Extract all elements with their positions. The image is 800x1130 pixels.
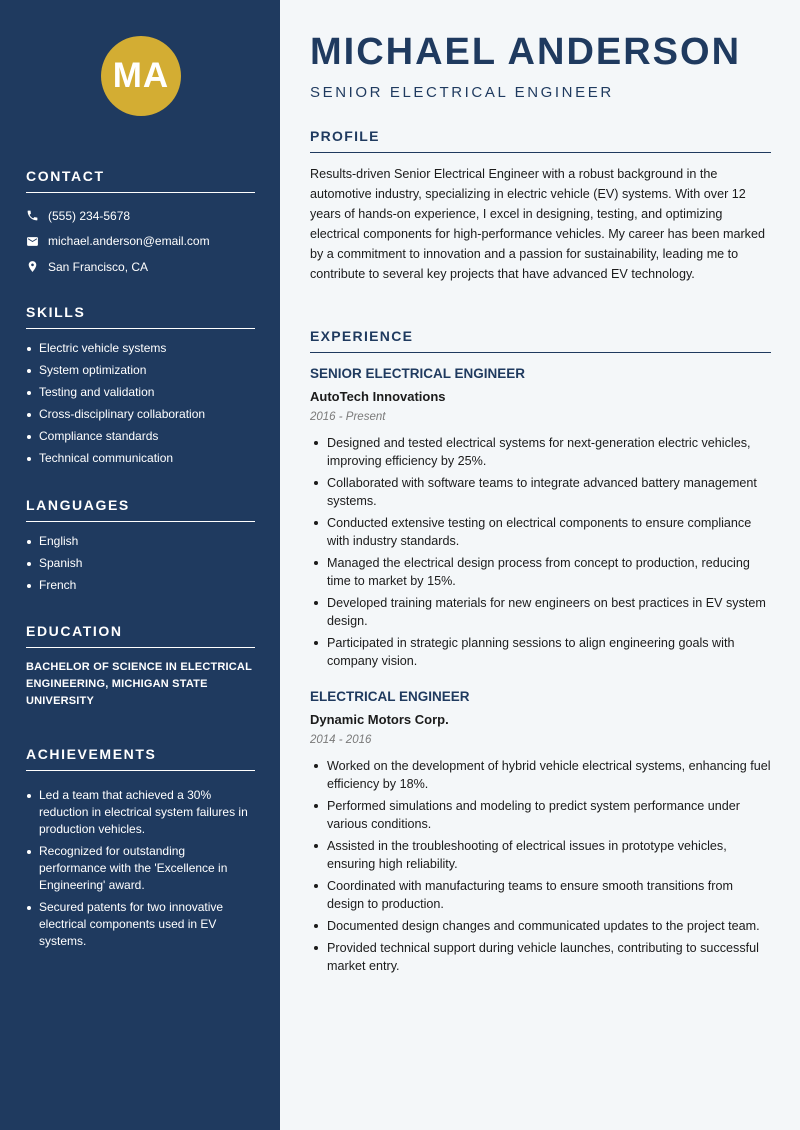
profile-heading: PROFILE [310,128,771,153]
education-section [26,623,255,710]
contact-list [26,203,255,280]
job-company: Dynamic Motors Corp. [310,712,449,727]
experience-section [310,328,771,353]
job-bullet: Conducted extensive testing on electrical components to ensure compliance with industry standards. [310,514,771,550]
education-heading: EDUCATION [26,623,255,648]
contact-email [26,229,255,255]
experience-heading: EXPERIENCE [310,328,771,353]
job-dates: 2016 - Present [310,411,386,423]
skill-item: Compliance standards [26,428,255,445]
skill-item: Electric vehicle systems [26,340,255,357]
skill-item: Testing and validation [26,384,255,401]
avatar: MA [101,36,181,116]
achievement-item: Secured patents for two innovative electrical components used in EV systems. [26,899,255,950]
job-title: ELECTRICAL ENGINEER [310,689,470,704]
job-entry [310,366,771,674]
email-address[interactable]: michael.anderson@email.com [48,234,210,249]
skill-item: System optimization [26,362,255,379]
job-bullet: Assisted in the troubleshooting of electrical issues in prototype vehicles, ensuring high reliability. [310,837,771,873]
job-bullet: Provided technical support during vehicle launches, contributing to successful market entry. [310,939,771,975]
language-item: French [26,577,255,594]
contact-location [26,254,255,280]
achievements-list [26,787,255,950]
location-text: San Francisco, CA [48,259,149,274]
job-bullet: Managed the electrical design process from concept to production, reducing time to market by 15%. [310,554,771,590]
email-icon [26,235,39,248]
languages-heading: LANGUAGES [26,497,255,522]
skills-section [26,304,255,472]
skill-item: Technical communication [26,450,255,467]
profile-section [310,128,771,284]
location-pin-icon [26,260,39,273]
contact-section [26,168,255,280]
job-bullets [310,757,771,975]
job-bullet: Performed simulations and modeling to predict system performance under various conditions. [310,797,771,833]
education-degree: BACHELOR OF SCIENCE IN ELECTRICAL ENGINEERING, MICHIGAN STATE UNIVERSITY [26,661,252,707]
profile-text: Results-driven Senior Electrical Engineer with a robust background in the automotive industry, specializing in electric vehicle (EV) systems. With over 12 years of hands-on experience, I excel in designing, testing, and optimizing electrical components for high-performance vehicles. My career has been marked by a commitment to innovation and a passion for sustainability, leading me to contribute to several key projects that have advanced EV technology. [310,167,765,281]
job-title: SENIOR ELECTRICAL ENGINEER [310,366,526,381]
job-bullet: Designed and tested electrical systems for next-generation electric vehicles, improving efficiency by 25%. [310,434,771,470]
achievement-item: Recognized for outstanding performance with the 'Excellence in Engineering' award. [26,843,255,894]
job-bullet: Developed training materials for new engineers on best practices in EV system design. [310,594,771,630]
job-entry [310,689,771,979]
contact-phone [26,203,255,229]
phone-icon [26,209,39,222]
job-bullet: Coordinated with manufacturing teams to ensure smooth transitions from design to production. [310,877,771,913]
languages-list [26,533,255,594]
language-item: English [26,533,255,550]
job-title-heading: SENIOR ELECTRICAL ENGINEER [310,84,614,101]
job-bullet: Collaborated with software teams to integrate advanced battery management systems. [310,474,771,510]
candidate-name: MICHAEL ANDERSON [310,31,742,73]
skill-item: Cross-disciplinary collaboration [26,406,255,423]
skills-list [26,340,255,467]
language-item: Spanish [26,555,255,572]
achievement-item: Led a team that achieved a 30% reduction in electrical system failures in production vehicles. [26,787,255,838]
sidebar [0,0,280,1130]
job-company: AutoTech Innovations [310,389,446,404]
achievements-section [26,746,255,955]
languages-section [26,497,255,599]
contact-heading: CONTACT [26,168,255,193]
job-bullets [310,434,771,670]
skills-heading: SKILLS [26,304,255,329]
job-bullet: Worked on the development of hybrid vehicle electrical systems, enhancing fuel efficiency by 18%. [310,757,771,793]
job-bullet: Participated in strategic planning sessions to align engineering goals with company vision. [310,634,771,670]
job-bullet: Documented design changes and communicated updates to the project team. [310,917,771,935]
achievements-heading: ACHIEVEMENTS [26,746,255,771]
phone-number: (555) 234-5678 [48,208,131,223]
job-dates: 2014 - 2016 [310,734,372,746]
